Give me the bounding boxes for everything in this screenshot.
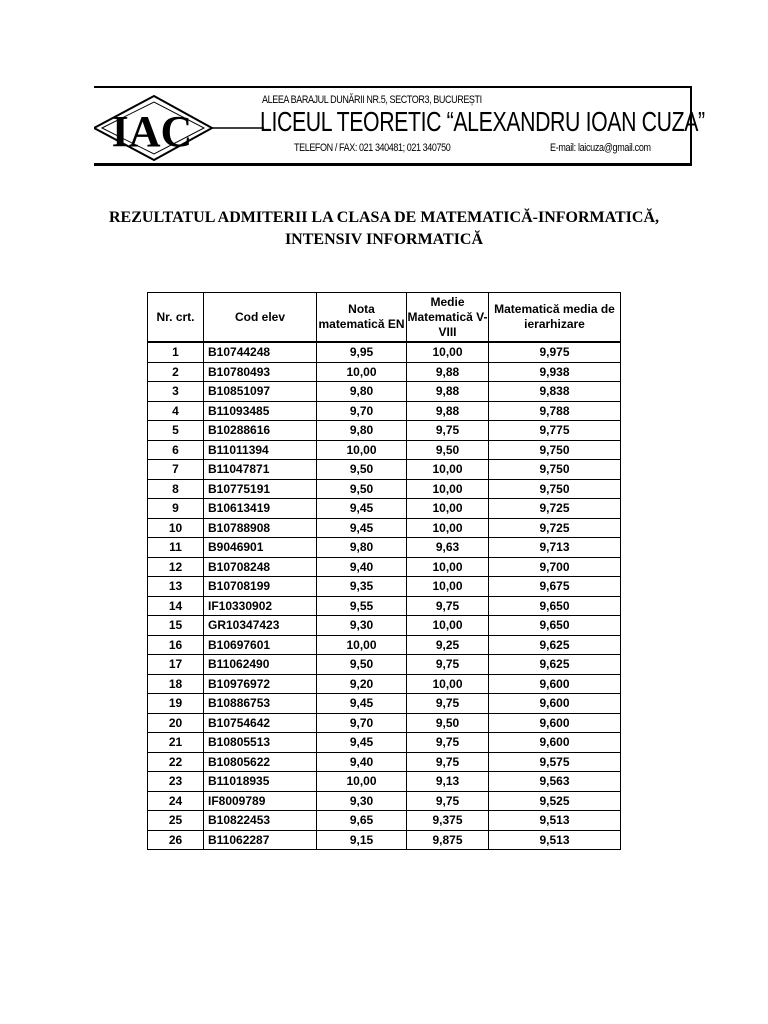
table-row: [148, 557, 621, 577]
cell-media-ierarhizare: 9,725: [489, 518, 621, 538]
school-email: E-mail: laicuza@gmail.com: [550, 142, 651, 154]
cell-media-ierarhizare: 9,713: [489, 538, 621, 558]
cell-medie-v-viii: 10,00: [407, 616, 489, 636]
table-row: [148, 401, 621, 421]
cell-cod-elev: B11093485: [204, 401, 317, 421]
cell-media-ierarhizare: 9,600: [489, 713, 621, 733]
cell-cod-elev: B10744248: [204, 342, 317, 362]
cell-nr-crt: 5: [148, 421, 204, 441]
cell-nr-crt: 25: [148, 811, 204, 831]
table-row: [148, 362, 621, 382]
cell-nr-crt: 9: [148, 499, 204, 519]
cell-nr-crt: 2: [148, 362, 204, 382]
cell-nr-crt: 22: [148, 752, 204, 772]
cell-nr-crt: 6: [148, 440, 204, 460]
cell-cod-elev: B10788908: [204, 518, 317, 538]
school-logo: [94, 90, 264, 162]
table-row: [148, 811, 621, 831]
cell-media-ierarhizare: 9,750: [489, 460, 621, 480]
cell-nota-en: 9,50: [317, 655, 407, 675]
cell-nr-crt: 10: [148, 518, 204, 538]
cell-cod-elev: B10805513: [204, 733, 317, 753]
cell-nota-en: 9,65: [317, 811, 407, 831]
cell-nr-crt: 21: [148, 733, 204, 753]
cell-nota-en: 9,40: [317, 752, 407, 772]
cell-nota-en: 9,80: [317, 421, 407, 441]
cell-nr-crt: 7: [148, 460, 204, 480]
cell-media-ierarhizare: 9,788: [489, 401, 621, 421]
table-row: [148, 382, 621, 402]
cell-nr-crt: 11: [148, 538, 204, 558]
cell-medie-v-viii: 9,13: [407, 772, 489, 792]
cell-nota-en: 9,70: [317, 401, 407, 421]
cell-media-ierarhizare: 9,525: [489, 791, 621, 811]
cell-nota-en: 9,45: [317, 518, 407, 538]
cell-cod-elev: B10288616: [204, 421, 317, 441]
cell-medie-v-viii: 9,875: [407, 830, 489, 850]
cell-nota-en: 9,70: [317, 713, 407, 733]
table-row: [148, 713, 621, 733]
cell-media-ierarhizare: 9,675: [489, 577, 621, 597]
cell-media-ierarhizare: 9,838: [489, 382, 621, 402]
document-title-line-2: INTENSIV INFORMATICĂ: [284, 231, 484, 248]
header-medie-v-viii: Medie Matematică V-VIII: [407, 293, 489, 343]
cell-nota-en: 9,15: [317, 830, 407, 850]
cell-nr-crt: 13: [148, 577, 204, 597]
cell-cod-elev: B10708248: [204, 557, 317, 577]
cell-cod-elev: IF10330902: [204, 596, 317, 616]
cell-nr-crt: 15: [148, 616, 204, 636]
cell-nota-en: 10,00: [317, 772, 407, 792]
cell-cod-elev: B10775191: [204, 479, 317, 499]
admission-results-table: [147, 292, 621, 850]
table-row: [148, 752, 621, 772]
header-cod-elev: Cod elev: [204, 293, 317, 343]
document-title-line-1: REZULTATUL ADMITERII LA CLASA DE MATEMATICĂ-INFORMATICĂ,: [109, 209, 659, 226]
cell-nr-crt: 20: [148, 713, 204, 733]
cell-cod-elev: B10822453: [204, 811, 317, 831]
cell-media-ierarhizare: 9,750: [489, 440, 621, 460]
cell-media-ierarhizare: 9,775: [489, 421, 621, 441]
cell-medie-v-viii: 9,88: [407, 401, 489, 421]
cell-nota-en: 9,80: [317, 382, 407, 402]
cell-media-ierarhizare: 9,700: [489, 557, 621, 577]
table-row: [148, 538, 621, 558]
cell-nota-en: 9,45: [317, 499, 407, 519]
cell-nr-crt: 16: [148, 635, 204, 655]
cell-nr-crt: 1: [148, 342, 204, 362]
cell-medie-v-viii: 10,00: [407, 674, 489, 694]
table-row: [148, 674, 621, 694]
cell-nota-en: 9,80: [317, 538, 407, 558]
table-row: [148, 342, 621, 362]
cell-cod-elev: B11062287: [204, 830, 317, 850]
cell-medie-v-viii: 9,75: [407, 655, 489, 675]
table-header: [148, 293, 621, 343]
cell-media-ierarhizare: 9,625: [489, 655, 621, 675]
cell-media-ierarhizare: 9,575: [489, 752, 621, 772]
table-row: [148, 479, 621, 499]
table-row: [148, 518, 621, 538]
school-name: LICEUL TEORETIC “ALEXANDRU IOAN CUZA”: [260, 106, 705, 137]
table-body: [148, 342, 621, 850]
cell-media-ierarhizare: 9,563: [489, 772, 621, 792]
letterhead-top-rule: [94, 86, 690, 88]
cell-nr-crt: 23: [148, 772, 204, 792]
table-header-row: [148, 293, 621, 343]
cell-nota-en: 9,50: [317, 460, 407, 480]
cell-nr-crt: 19: [148, 694, 204, 714]
cell-cod-elev: B11047871: [204, 460, 317, 480]
cell-nota-en: 9,95: [317, 342, 407, 362]
cell-medie-v-viii: 10,00: [407, 499, 489, 519]
cell-media-ierarhizare: 9,513: [489, 830, 621, 850]
cell-nota-en: 9,40: [317, 557, 407, 577]
table-row: [148, 733, 621, 753]
cell-nota-en: 10,00: [317, 440, 407, 460]
cell-medie-v-viii: 9,75: [407, 421, 489, 441]
cell-medie-v-viii: 9,88: [407, 382, 489, 402]
cell-media-ierarhizare: 9,650: [489, 596, 621, 616]
table-row: [148, 791, 621, 811]
cell-media-ierarhizare: 9,600: [489, 733, 621, 753]
cell-media-ierarhizare: 9,513: [489, 811, 621, 831]
table-row: [148, 421, 621, 441]
cell-media-ierarhizare: 9,938: [489, 362, 621, 382]
header-nr-crt: Nr. crt.: [148, 293, 204, 343]
cell-nr-crt: 14: [148, 596, 204, 616]
cell-cod-elev: B10708199: [204, 577, 317, 597]
cell-nr-crt: 17: [148, 655, 204, 675]
cell-cod-elev: B11011394: [204, 440, 317, 460]
table-row: [148, 772, 621, 792]
cell-medie-v-viii: 10,00: [407, 577, 489, 597]
cell-cod-elev: B10613419: [204, 499, 317, 519]
cell-medie-v-viii: 10,00: [407, 342, 489, 362]
cell-medie-v-viii: 9,50: [407, 440, 489, 460]
table-row: [148, 635, 621, 655]
cell-nota-en: 9,30: [317, 791, 407, 811]
school-phone: TELEFON / FAX: 021 340481; 021 340750: [294, 142, 451, 154]
cell-nota-en: 9,45: [317, 694, 407, 714]
table-row: [148, 440, 621, 460]
cell-medie-v-viii: 9,50: [407, 713, 489, 733]
cell-cod-elev: GR10347423: [204, 616, 317, 636]
cell-medie-v-viii: 9,75: [407, 596, 489, 616]
table-row: [148, 577, 621, 597]
cell-nota-en: 9,35: [317, 577, 407, 597]
cell-nr-crt: 12: [148, 557, 204, 577]
cell-media-ierarhizare: 9,600: [489, 674, 621, 694]
cell-nota-en: 10,00: [317, 362, 407, 382]
cell-nota-en: 9,50: [317, 479, 407, 499]
cell-cod-elev: IF8009789: [204, 791, 317, 811]
cell-cod-elev: B10976972: [204, 674, 317, 694]
table-row: [148, 830, 621, 850]
cell-media-ierarhizare: 9,750: [489, 479, 621, 499]
cell-cod-elev: B10805622: [204, 752, 317, 772]
cell-media-ierarhizare: 9,600: [489, 694, 621, 714]
cell-medie-v-viii: 9,75: [407, 694, 489, 714]
cell-media-ierarhizare: 9,650: [489, 616, 621, 636]
table-row: [148, 460, 621, 480]
cell-nr-crt: 24: [148, 791, 204, 811]
letterhead: [94, 86, 705, 166]
cell-medie-v-viii: 10,00: [407, 460, 489, 480]
cell-medie-v-viii: 9,75: [407, 733, 489, 753]
cell-cod-elev: B10851097: [204, 382, 317, 402]
cell-medie-v-viii: 10,00: [407, 518, 489, 538]
header-media-ierarhizare: Matematică media de ierarhizare: [489, 293, 621, 343]
table-row: [148, 655, 621, 675]
cell-nota-en: 9,30: [317, 616, 407, 636]
cell-cod-elev: B10780493: [204, 362, 317, 382]
cell-nr-crt: 18: [148, 674, 204, 694]
cell-nr-crt: 26: [148, 830, 204, 850]
cell-medie-v-viii: 9,63: [407, 538, 489, 558]
cell-medie-v-viii: 10,00: [407, 479, 489, 499]
cell-nr-crt: 8: [148, 479, 204, 499]
cell-media-ierarhizare: 9,975: [489, 342, 621, 362]
header-nota-en: Nota matematică EN: [317, 293, 407, 343]
cell-medie-v-viii: 9,75: [407, 752, 489, 772]
cell-medie-v-viii: 10,00: [407, 557, 489, 577]
logo-lettering: IAC: [111, 107, 193, 156]
cell-cod-elev: B10697601: [204, 635, 317, 655]
cell-nota-en: 10,00: [317, 635, 407, 655]
cell-cod-elev: B10886753: [204, 694, 317, 714]
cell-medie-v-viii: 9,88: [407, 362, 489, 382]
table-row: [148, 499, 621, 519]
cell-nota-en: 9,55: [317, 596, 407, 616]
table-row: [148, 596, 621, 616]
letterhead-bottom-rule: [94, 163, 692, 166]
cell-medie-v-viii: 9,75: [407, 791, 489, 811]
cell-media-ierarhizare: 9,725: [489, 499, 621, 519]
cell-medie-v-viii: 9,375: [407, 811, 489, 831]
cell-medie-v-viii: 9,25: [407, 635, 489, 655]
table-row: [148, 694, 621, 714]
cell-cod-elev: B11062490: [204, 655, 317, 675]
cell-cod-elev: B10754642: [204, 713, 317, 733]
cell-nota-en: 9,20: [317, 674, 407, 694]
cell-nota-en: 9,45: [317, 733, 407, 753]
school-address: ALEEA BARAJUL DUNĂRII NR.5, SECTOR3, BUCUREȘTI: [262, 94, 482, 106]
cell-cod-elev: B9046901: [204, 538, 317, 558]
cell-media-ierarhizare: 9,625: [489, 635, 621, 655]
cell-nr-crt: 4: [148, 401, 204, 421]
table-row: [148, 616, 621, 636]
cell-cod-elev: B11018935: [204, 772, 317, 792]
cell-nr-crt: 3: [148, 382, 204, 402]
